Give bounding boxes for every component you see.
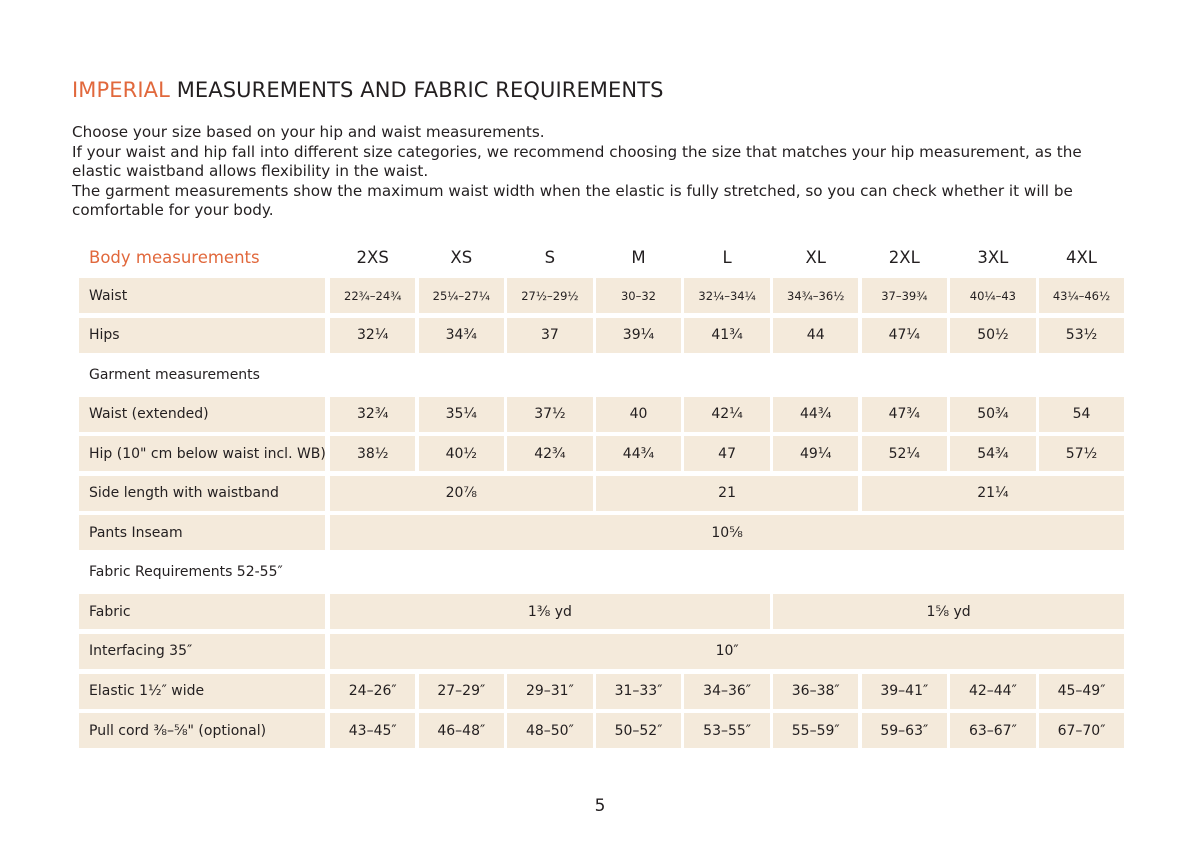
table-cell: 44¾	[773, 397, 858, 432]
table-cell: 43–45″	[330, 713, 415, 748]
row-label: Waist	[79, 278, 325, 313]
table-cell: 48–50″	[507, 713, 592, 748]
table-cell: 20⅞	[330, 476, 593, 511]
row-label: Pull cord ⅜–⅝" (optional)	[79, 713, 325, 748]
row-label: Side length with waistband	[79, 476, 325, 511]
table-cell: 37	[507, 318, 592, 353]
table-cell: 67–70″	[1039, 713, 1124, 748]
table-cell: 1⅝ yd	[773, 594, 1124, 629]
table-cell: 32¼	[330, 318, 415, 353]
table-cell: 50½	[950, 318, 1035, 353]
table-cell: 42¼	[684, 397, 769, 432]
table-cell: 40¼–43	[950, 278, 1035, 313]
table-cell: 32¼–34¼	[684, 278, 769, 313]
table-cell: 54	[1039, 397, 1124, 432]
table-cell: 42–44″	[950, 674, 1035, 709]
table-cell: 50–52″	[596, 713, 681, 748]
section-heading: Fabric Requirements 52-55″	[89, 564, 283, 581]
table-cell: 34¾	[419, 318, 504, 353]
table-cell: 10⅝	[330, 515, 1124, 550]
table-cell: 59–63″	[862, 713, 947, 748]
table-cell: 30–32	[596, 278, 681, 313]
row-label: Interfacing 35″	[79, 634, 325, 669]
size-header-3xl: 3XL	[977, 247, 1009, 267]
row-label: Hip (10" cm below waist incl. WB)	[79, 436, 325, 471]
table-cell: 47¾	[862, 397, 947, 432]
table-cell: 40	[596, 397, 681, 432]
section-heading: Garment measurements	[89, 366, 260, 383]
table-cell: 35¼	[419, 397, 504, 432]
row-label: Hips	[79, 318, 325, 353]
table-cell: 52¼	[862, 436, 947, 471]
table-header-label: Body measurements	[89, 247, 260, 267]
size-header-s: S	[544, 247, 556, 267]
table-cell: 54¾	[950, 436, 1035, 471]
table-cell: 29–31″	[507, 674, 592, 709]
table-cell: 45–49″	[1039, 674, 1124, 709]
table-cell: 10″	[330, 634, 1124, 669]
table-cell: 44¾	[596, 436, 681, 471]
size-header-2xs: 2XS	[356, 247, 389, 267]
page-number: 5	[594, 796, 606, 816]
table-cell: 37–39¾	[862, 278, 947, 313]
table-cell: 50¾	[950, 397, 1035, 432]
intro-line: The garment measurements show the maximum waist width when the elastic is fully stretched, so you can check whether it will be comfortable for your body.	[72, 181, 1073, 220]
table-cell: 27½–29½	[507, 278, 592, 313]
table-cell: 22¾–24¾	[330, 278, 415, 313]
table-cell: 24–26″	[330, 674, 415, 709]
table-cell: 36–38″	[773, 674, 858, 709]
title-accent: IMPERIAL	[72, 78, 170, 102]
intro-line: Choose your size based on your hip and waist measurements.	[72, 123, 545, 141]
table-cell: 53½	[1039, 318, 1124, 353]
row-label: Fabric	[79, 594, 325, 629]
table-cell: 32¾	[330, 397, 415, 432]
table-cell: 21¼	[862, 476, 1125, 511]
table-cell: 46–48″	[419, 713, 504, 748]
table-cell: 37½	[507, 397, 592, 432]
intro-line: If your waist and hip fall into different size categories, we recommend choosing the size that matches your hip measurement, as the elastic waistband allows flexibility in the waist.	[72, 142, 1082, 181]
size-header-4xl: 4XL	[1065, 247, 1097, 267]
title-rest: MEASUREMENTS AND FABRIC REQUIREMENTS	[176, 78, 664, 102]
table-cell: 44	[773, 318, 858, 353]
size-header-xl: XL	[805, 247, 826, 267]
table-cell: 42¾	[507, 436, 592, 471]
table-cell: 1⅜ yd	[330, 594, 770, 629]
table-cell: 40½	[419, 436, 504, 471]
table-cell: 53–55″	[684, 713, 769, 748]
size-header-m: M	[631, 247, 646, 267]
table-cell: 43¼–46½	[1039, 278, 1124, 313]
table-cell: 49¼	[773, 436, 858, 471]
row-label: Elastic 1½″ wide	[79, 674, 325, 709]
size-header-xs: XS	[450, 247, 473, 267]
table-cell: 27–29″	[419, 674, 504, 709]
size-header-2xl: 2XL	[888, 247, 920, 267]
table-cell: 34¾–36½	[773, 278, 858, 313]
size-header-l: L	[722, 247, 732, 267]
table-cell: 41¾	[684, 318, 769, 353]
table-cell: 63–67″	[950, 713, 1035, 748]
table-cell: 55–59″	[773, 713, 858, 748]
table-cell: 31–33″	[596, 674, 681, 709]
row-label: Waist (extended)	[79, 397, 325, 432]
table-cell: 57½	[1039, 436, 1124, 471]
table-cell: 21	[596, 476, 859, 511]
row-label: Pants Inseam	[79, 515, 325, 550]
table-cell: 39¼	[596, 318, 681, 353]
table-cell: 25¼–27¼	[419, 278, 504, 313]
table-cell: 39–41″	[862, 674, 947, 709]
table-cell: 47	[684, 436, 769, 471]
table-cell: 34–36″	[684, 674, 769, 709]
table-cell: 47¼	[862, 318, 947, 353]
table-cell: 38½	[330, 436, 415, 471]
